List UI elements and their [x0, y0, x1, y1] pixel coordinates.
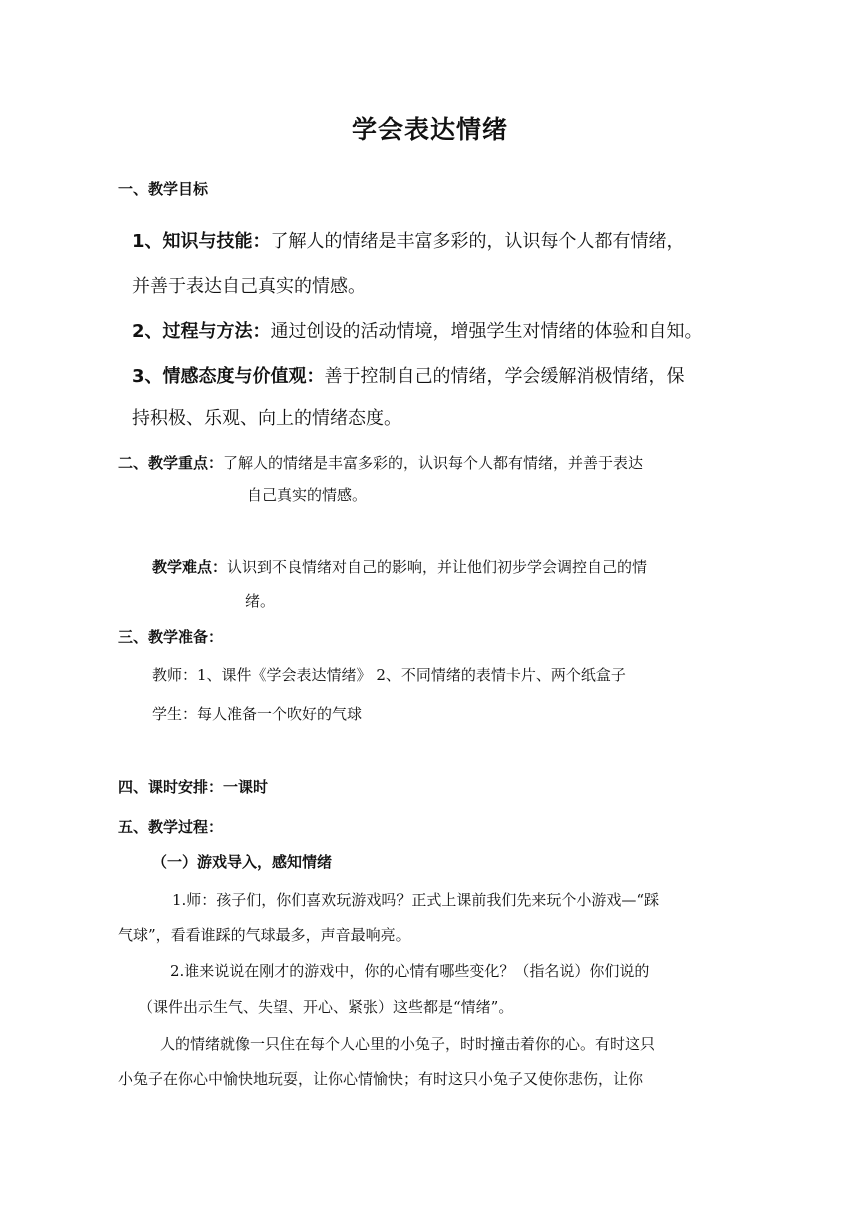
objective-attitude-text: 善于控制自己的情绪，学会缓解消极情绪，保: [324, 366, 685, 387]
key-points-text: 了解人的情绪是丰富多彩的，认识每个人都有情绪，并善于表达: [223, 454, 644, 472]
objective-process-line1: [132, 317, 703, 343]
difficulty-label: 教学难点：: [152, 558, 228, 576]
difficulty-line1: [152, 556, 647, 577]
key-points-line1: [118, 452, 643, 473]
objective-attitude-label: 3、情感态度与价值观：: [132, 366, 325, 387]
objective-knowledge-text: 了解人的情绪是丰富多彩的，认识每个人都有情绪，: [270, 231, 685, 252]
teacher-preparation: 教师：1、课件《学会表达情绪》 2、不同情绪的表情卡片、两个纸盒子: [152, 666, 626, 684]
difficulty-text: 认识到不良情绪对自己的影响，并让他们初步学会调控自己的情: [227, 558, 648, 576]
key-points-label: 二、教学重点：: [118, 454, 224, 472]
paragraph-3-line2: 小兔子在你心中愉快地玩耍，让你心情愉快；有时这只小兔子又使你悲伤，让你: [118, 1070, 644, 1088]
objective-attitude-line1: [132, 362, 685, 388]
objective-knowledge-label: 1、知识与技能：: [132, 231, 271, 252]
objective-knowledge-line1: [132, 227, 685, 253]
objective-process-label: 2、过程与方法：: [132, 321, 271, 342]
paragraph-1-line1: 1.师：孩子们，你们喜欢玩游戏吗？正式上课前我们先来玩个小游戏—“踩: [172, 891, 659, 909]
document-title: 学会表达情绪: [351, 115, 508, 144]
section-5-heading: 五、教学过程：: [118, 818, 224, 836]
subsection-1-heading: （一）游戏导入，感知情绪: [152, 853, 333, 871]
key-points-line2: 自己真实的情感。: [247, 486, 368, 504]
paragraph-2-line1: 2.谁来说说在刚才的游戏中，你的心情有哪些变化？（指名说）你们说的: [170, 962, 650, 980]
section-3-heading: 三、教学准备：: [118, 628, 224, 646]
section-4-heading: 四、课时安排：一课时: [118, 778, 269, 796]
section-1-heading: 一、教学目标: [118, 180, 209, 198]
objective-process-text: 通过创设的活动情境，增强学生对情绪的体验和自知。: [270, 321, 703, 342]
objective-attitude-line2: 持积极、乐观、向上的情绪态度。: [132, 408, 402, 429]
paragraph-3-line1: 人的情绪就像一只住在每个人心里的小兔子，时时撞击着你的心。有时这只: [160, 1035, 656, 1053]
paragraph-2-line2: （课件出示生气、失望、开心、紧张）这些都是“情绪”。: [138, 998, 514, 1016]
paragraph-1-line2: 气球”，看看谁踩的气球最多，声音最响亮。: [118, 926, 411, 944]
student-preparation: 学生：每人准备一个吹好的气球: [152, 705, 363, 723]
objective-knowledge-line2: 并善于表达自己真实的情感。: [132, 276, 366, 297]
difficulty-line2: 绪。: [245, 592, 276, 610]
